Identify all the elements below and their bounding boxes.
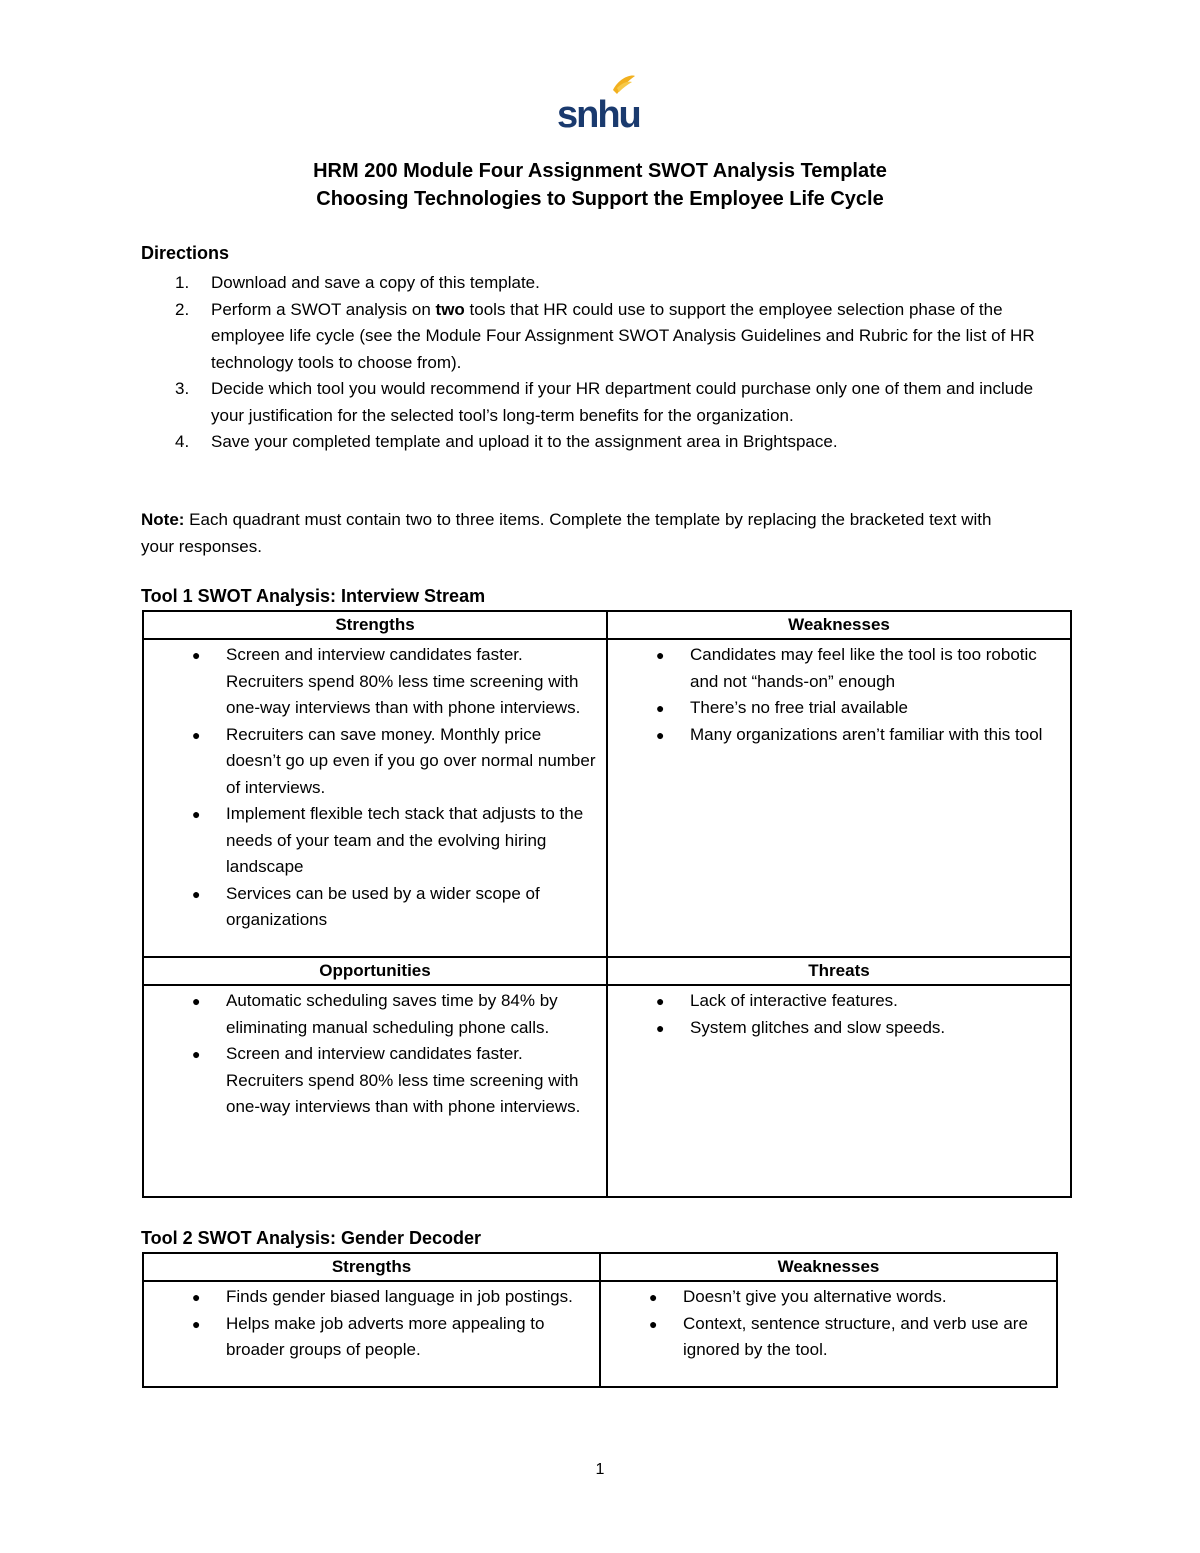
note-label: Note: <box>141 510 185 529</box>
directions-item <box>141 376 1041 429</box>
directions-text: Decide which tool you would recommend if your HR department could purchase only one of them and include your justification for the selected tool’s long-term benefits for the organization. <box>211 379 1034 425</box>
tool2-title: Tool 2 SWOT Analysis: Gender Decoder <box>141 1228 482 1248</box>
note-text: Each quadrant must contain two to three items. Complete the template by replacing the bracketed text with your responses. <box>141 510 992 556</box>
threats-header: Threats <box>607 957 1071 985</box>
directions-item <box>141 297 1041 377</box>
weaknesses-header: Weaknesses <box>607 611 1071 639</box>
opportunities-header: Opportunities <box>143 957 607 985</box>
strengths-header: Strengths <box>143 1253 600 1281</box>
tool1-title: Tool 1 SWOT Analysis: Interview Stream <box>141 586 486 606</box>
list-item: ● Screen and interview candidates faster. Recruiters spend 80% less time screening with one-way interviews than with phone interviews. <box>144 642 596 722</box>
opportunities-cell <box>143 985 607 1197</box>
strengths-cell <box>143 1281 600 1387</box>
directions-list <box>141 270 1041 456</box>
weaknesses-list <box>601 1282 1056 1368</box>
weaknesses-cell <box>600 1281 1057 1387</box>
list-item: ● Services can be used by a wider scope of organizations <box>144 881 596 934</box>
directions-emphasis: two <box>435 299 465 319</box>
list-item: ● Many organizations aren’t familiar with this tool <box>608 722 1060 749</box>
list-number: 4. <box>175 432 190 451</box>
directions-item <box>141 429 1041 456</box>
snhu-logo <box>555 72 645 132</box>
tool1-swot-table <box>142 610 1072 1198</box>
weaknesses-header: Weaknesses <box>600 1253 1057 1281</box>
list-item: ● Helps make job adverts more appealing to broader groups of people. <box>144 1311 589 1364</box>
page-number: 1 <box>595 1461 605 1478</box>
list-item: ● Lack of interactive features. <box>608 988 1060 1015</box>
list-item: ● There’s no free trial available <box>608 695 1060 722</box>
svg-text:snhu: snhu <box>557 94 640 132</box>
list-item: ● Candidates may feel like the tool is too robotic and not “hands-on” enough <box>608 642 1060 695</box>
strengths-header: Strengths <box>143 611 607 639</box>
list-item: ● Automatic scheduling saves time by 84% by eliminating manual scheduling phone calls. <box>144 988 596 1041</box>
document-title: HRM 200 Module Four Assignment SWOT Analysis Template <box>313 160 887 182</box>
directions-text: Download and save a copy of this template. <box>211 273 540 292</box>
directions-item <box>141 270 1041 297</box>
document-subtitle: Choosing Technologies to Support the Employee Life Cycle <box>316 188 884 210</box>
weaknesses-list <box>608 640 1070 752</box>
directions-text: tools that HR could use to support the employee selection phase of the employee life cycle (see the Module Four Assignment SWOT Analysis Guidelines and Rubric for the list of HR technology tools to choose from). <box>211 299 1035 372</box>
list-item: ● Context, sentence structure, and verb use are ignored by the tool. <box>601 1311 1046 1364</box>
note-paragraph <box>141 507 1021 560</box>
directions-text: Save your completed template and upload it to the assignment area in Brightspace. <box>211 432 838 451</box>
list-item: ● System glitches and slow speeds. <box>608 1015 1060 1042</box>
strengths-list <box>144 640 606 938</box>
tool2-swot-table <box>142 1252 1058 1388</box>
threats-list <box>608 986 1070 1045</box>
list-item: ● Doesn’t give you alternative words. <box>601 1284 1046 1311</box>
strengths-list <box>144 1282 599 1368</box>
strengths-cell <box>143 639 607 957</box>
list-item: ● Implement flexible tech stack that adjusts to the needs of your team and the evolving hiring landscape <box>144 801 596 881</box>
list-number: 1. <box>175 273 190 292</box>
list-item: ● Screen and interview candidates faster. Recruiters spend 80% less time screening with one-way interviews than with phone interviews. <box>144 1041 596 1121</box>
list-number: 2. <box>175 299 190 319</box>
threats-cell <box>607 985 1071 1197</box>
opportunities-list <box>144 986 606 1125</box>
list-item: ● Finds gender biased language in job postings. <box>144 1284 589 1311</box>
list-number: 3. <box>175 379 190 398</box>
directions-text: Perform a SWOT analysis on <box>211 299 436 319</box>
weaknesses-cell <box>607 639 1071 957</box>
directions-heading: Directions <box>141 243 230 263</box>
list-item: ● Recruiters can save money. Monthly price doesn’t go up even if you go over normal number of interviews. <box>144 722 596 802</box>
